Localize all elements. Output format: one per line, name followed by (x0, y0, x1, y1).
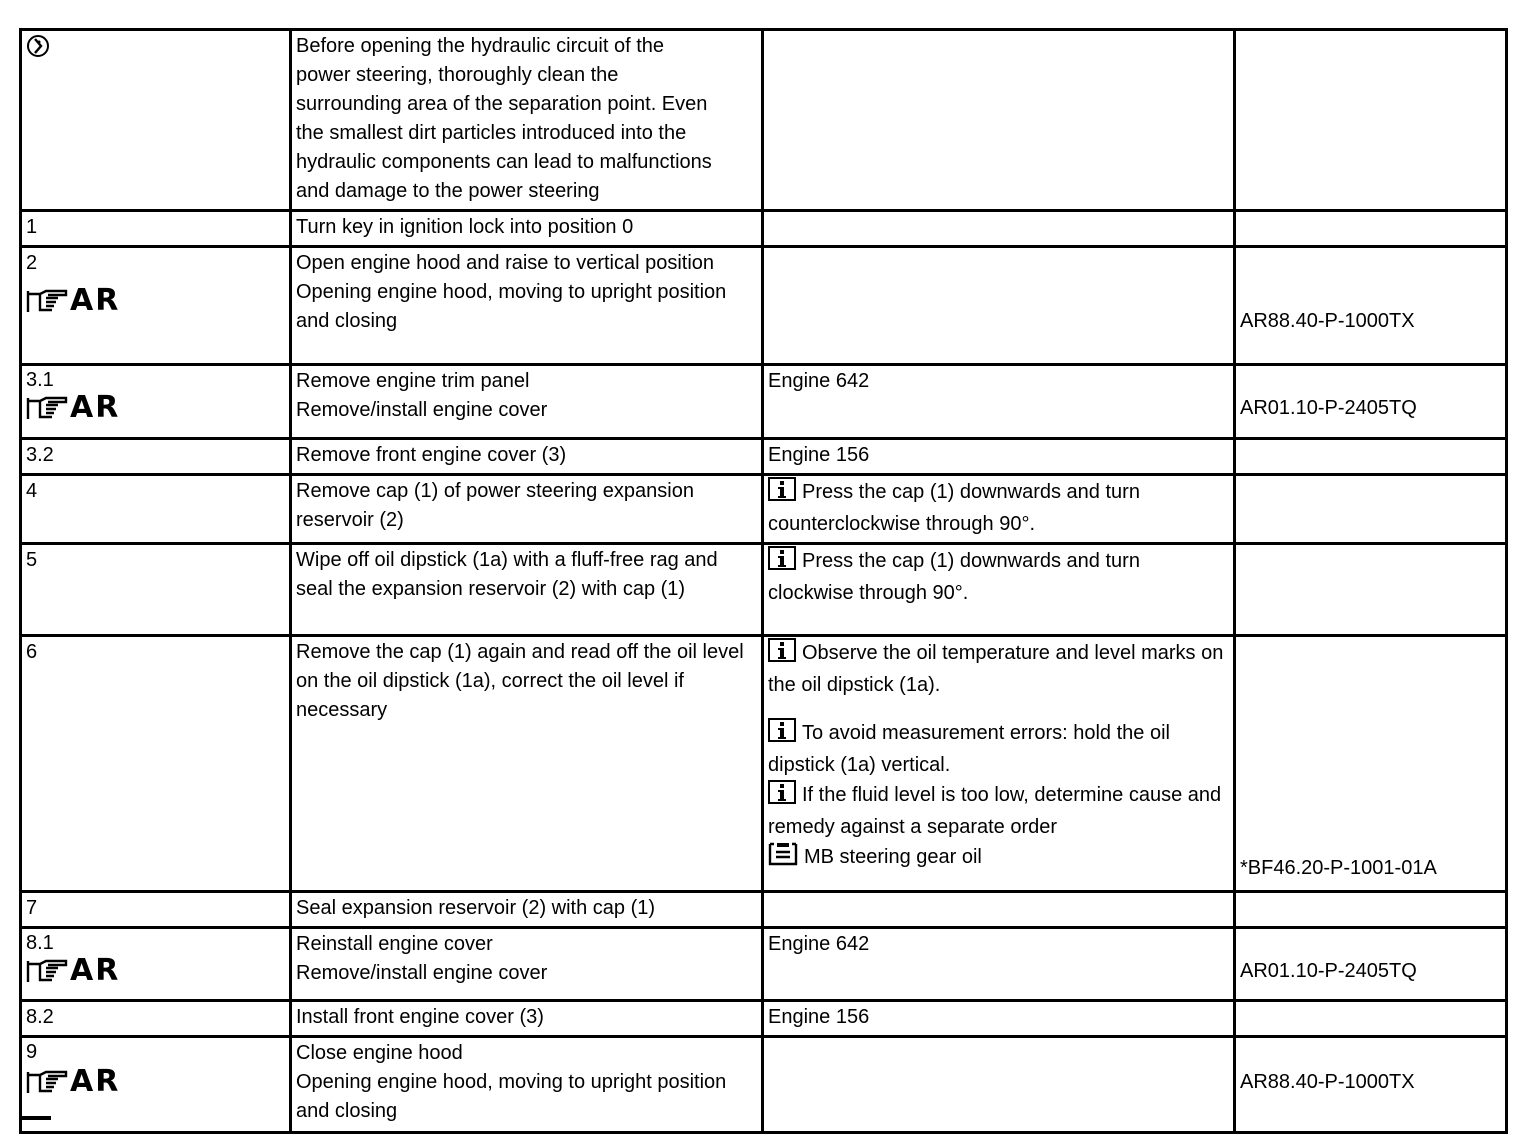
pointing-hand-icon (26, 958, 68, 984)
step-condition: Engine 156 (763, 1001, 1235, 1037)
document-reference[interactable]: *BF46.20-P-1001-01A (1240, 857, 1437, 879)
caution-icon (26, 34, 50, 67)
step-note: Press the cap (1) downwards and turn counterclockwise through 90°. (768, 481, 1140, 535)
procedure-table (19, 28, 1508, 1134)
ar-label: AR (70, 390, 121, 425)
step-number: 2 (26, 252, 38, 274)
step-number: 1 (21, 211, 291, 247)
table-row (21, 439, 1507, 475)
step-number: 6 (21, 636, 291, 892)
step-action-reference: Opening engine hood, moving to upright position and closing (296, 1071, 727, 1122)
ar-reference-link[interactable] (26, 283, 121, 318)
step-number: 3.1 (26, 369, 54, 391)
warning-text: Before opening the hydraulic circuit of the power steering, thoroughly clean the surrounding area of the separation point. Even the smallest dirt particles introduced into the hydraulic components can lead to malfunctions and damage to the power steering (291, 30, 763, 211)
table-row-warning (21, 30, 1507, 211)
step-action: Remove front engine cover (3) (291, 439, 763, 475)
pointing-hand-icon (26, 1069, 68, 1095)
table-row (21, 928, 1507, 1001)
step-action-reference: Remove/install engine cover (296, 399, 548, 421)
table-row (21, 211, 1507, 247)
step-action: Remove cap (1) of power steering expansion reservoir (2) (291, 475, 763, 544)
table-row (21, 892, 1507, 928)
step-action: Wipe off oil dipstick (1a) with a fluff-free rag and seal the expansion reservoir (2) with cap (1) (291, 544, 763, 636)
step-number: 4 (21, 475, 291, 544)
pointing-hand-icon (26, 288, 68, 314)
pointing-hand-icon (26, 395, 68, 421)
step-action: Seal expansion reservoir (2) with cap (1) (291, 892, 763, 928)
table-row (21, 1001, 1507, 1037)
document-reference[interactable]: AR88.40-P-1000TX (1240, 310, 1415, 332)
footer-mark (21, 1115, 53, 1121)
step-condition: Engine 642 (763, 365, 1235, 439)
step-number: 7 (21, 892, 291, 928)
step-number: 8.2 (21, 1001, 291, 1037)
step-action: Remove engine trim panel (296, 370, 530, 392)
document-reference[interactable]: AR01.10-P-2405TQ (1240, 397, 1417, 419)
step-condition: Engine 156 (763, 439, 1235, 475)
ar-reference-link[interactable] (26, 390, 121, 425)
step-action-reference: Remove/install engine cover (296, 962, 548, 984)
step-note: Press the cap (1) downwards and turn clockwise through 90°. (768, 550, 1140, 604)
table-row (21, 544, 1507, 636)
info-icon (768, 780, 796, 813)
document-reference[interactable]: AR88.40-P-1000TX (1240, 1071, 1415, 1093)
document-reference[interactable]: AR01.10-P-2405TQ (1240, 960, 1417, 982)
table-row (21, 247, 1507, 365)
info-icon (768, 546, 796, 579)
warning-icon-cell (21, 30, 291, 211)
oil-container-icon (768, 842, 798, 875)
step-condition: Engine 642 (763, 928, 1235, 1001)
step-note: To avoid measurement errors: hold the oil dipstick (1a) vertical. (768, 722, 1170, 776)
table-row (21, 636, 1507, 892)
step-action: Open engine hood and raise to vertical position (296, 252, 715, 274)
step-action: Close engine hood (296, 1042, 463, 1064)
step-action: Turn key in ignition lock into position 0 (291, 211, 763, 247)
step-number: 8.1 (26, 932, 54, 954)
ar-reference-link[interactable] (26, 1064, 121, 1099)
info-icon (768, 477, 796, 510)
operating-fluid: MB steering gear oil (804, 846, 982, 868)
step-action: Remove the cap (1) again and read off the oil level on the oil dipstick (1a), correct the oil level if necessary (291, 636, 763, 892)
table-row (21, 365, 1507, 439)
step-action: Install front engine cover (3) (291, 1001, 763, 1037)
step-action-reference: Opening engine hood, moving to upright position and closing (296, 281, 727, 332)
table-row (21, 475, 1507, 544)
ar-label: AR (70, 953, 121, 988)
step-action: Reinstall engine cover (296, 933, 493, 955)
table-row (21, 1037, 1507, 1133)
info-icon (768, 718, 796, 751)
step-number: 9 (26, 1041, 38, 1063)
ar-reference-link[interactable] (26, 953, 121, 988)
info-icon (768, 638, 796, 671)
step-number: 3.2 (21, 439, 291, 475)
step-note: Observe the oil temperature and level marks on the oil dipstick (1a). (768, 642, 1224, 696)
ar-label: AR (70, 283, 121, 318)
step-number: 5 (21, 544, 291, 636)
ar-label: AR (70, 1064, 121, 1099)
step-note: If the fluid level is too low, determine cause and remedy against a separate order (768, 784, 1222, 838)
